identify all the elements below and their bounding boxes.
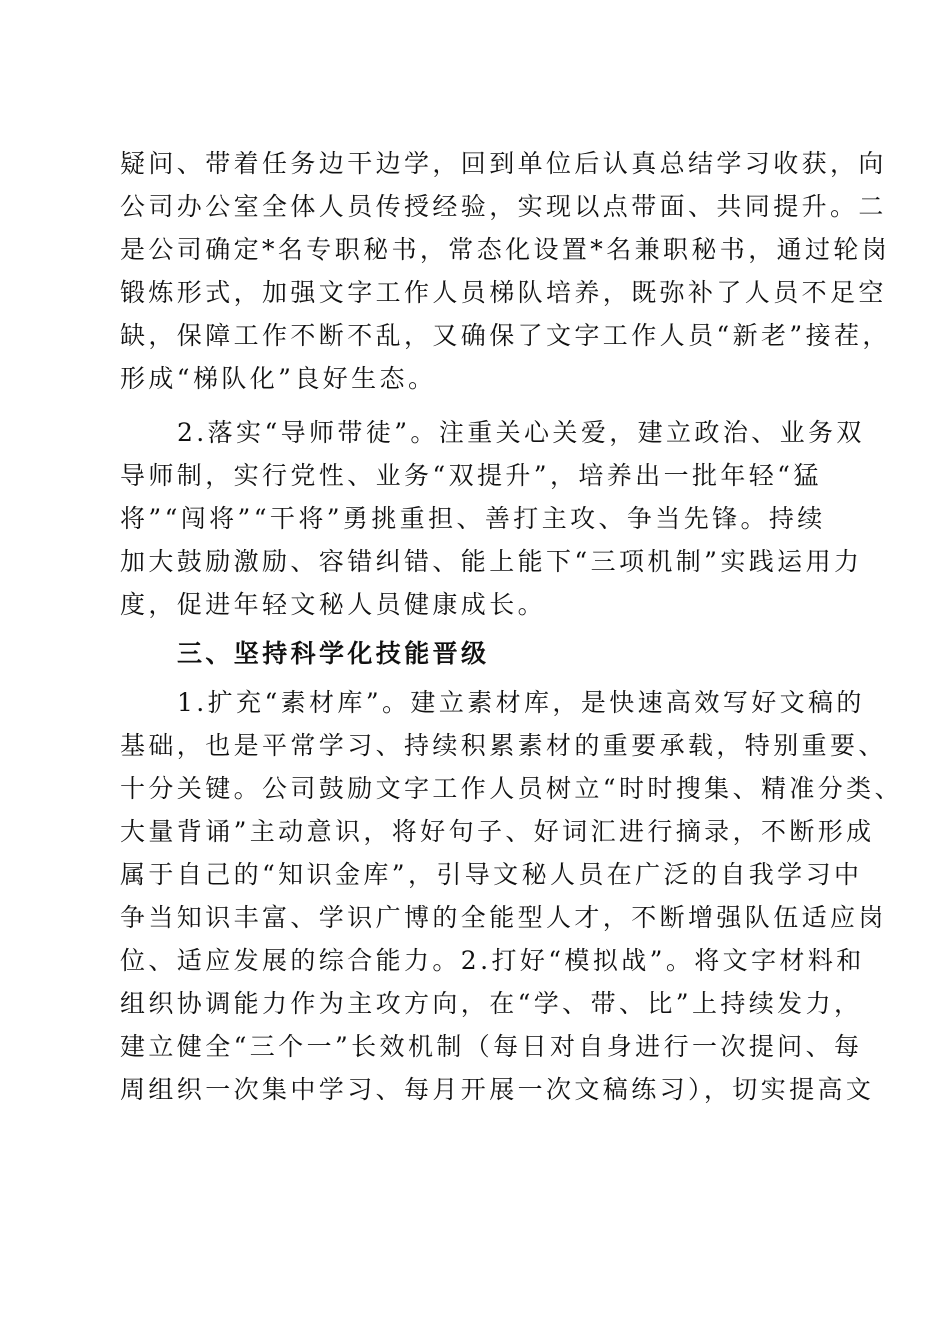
section-heading: 三、坚持科学化技能晋级 (177, 639, 490, 668)
paragraph-material-library (120, 681, 903, 1111)
text-line: 2.落实“导师带徒”。注重关心关爱，建立政治、业务双 (177, 418, 865, 447)
text-line: 导师制，实行党性、业务“双提升”，培养出一批年轻“猛 (120, 461, 822, 490)
text-line: 大量背诵”主动意识，将好句子、好词汇进行摘录，不断形成 (120, 817, 875, 846)
text-line: 建立健全“三个一”长效机制（每日对自身进行一次提问、每 (120, 1032, 863, 1061)
text-line: 将”“闯将”“干将”勇挑重担、善打主攻、争当先锋。持续 (120, 504, 826, 533)
text-line: 加大鼓励激励、容错纠错、能上能下“三项机制”实践运用力 (120, 547, 863, 576)
text-line: 周组织一次集中学习、每月开展一次文稿练习），切实提高文 (120, 1075, 875, 1104)
paragraph-continuation (120, 142, 891, 400)
text-line: 争当知识丰富、学识广博的全能型人才，不断增强队伍适应岗 (120, 903, 887, 932)
text-line: 位、适应发展的综合能力。2.打好“模拟战”。将文字材料和 (120, 946, 865, 975)
paragraph-mentorship (120, 411, 865, 626)
text-line: 属于自己的“知识金库”，引导文秘人员在广泛的自我学习中 (120, 860, 863, 889)
text-line: 度，促进年轻文秘人员健康成长。 (120, 590, 547, 619)
document-page (120, 142, 903, 1111)
text-line: 组织协调能力作为主攻方向，在“学、带、比”上持续发力， (120, 989, 863, 1018)
text-line: 公司办公室全体人员传授经验，实现以点带面、共同提升。二 (120, 192, 887, 221)
text-line: 疑问、带着任务边干边学，回到单位后认真总结学习收获，向 (120, 149, 887, 178)
text-line: 形成“梯队化”良好生态。 (120, 364, 437, 393)
text-line: 锻炼形式，加强文字工作人员梯队培养，既弥补了人员不足空 (120, 278, 887, 307)
text-line: 1.扩充“素材库”。建立素材库，是快速高效写好文稿的 (177, 688, 865, 717)
text-line: 是公司确定*名专职秘书，常态化设置*名兼职秘书，通过轮岗 (120, 235, 891, 264)
text-line: 基础，也是平常学习、持续积累素材的重要承载，特别重要、 (120, 731, 887, 760)
text-line: 缺，保障工作不断不乱，又确保了文字工作人员“新老”接茬， (120, 321, 891, 350)
text-line: 十分关键。公司鼓励文字工作人员树立“时时搜集、精准分类、 (120, 774, 903, 803)
